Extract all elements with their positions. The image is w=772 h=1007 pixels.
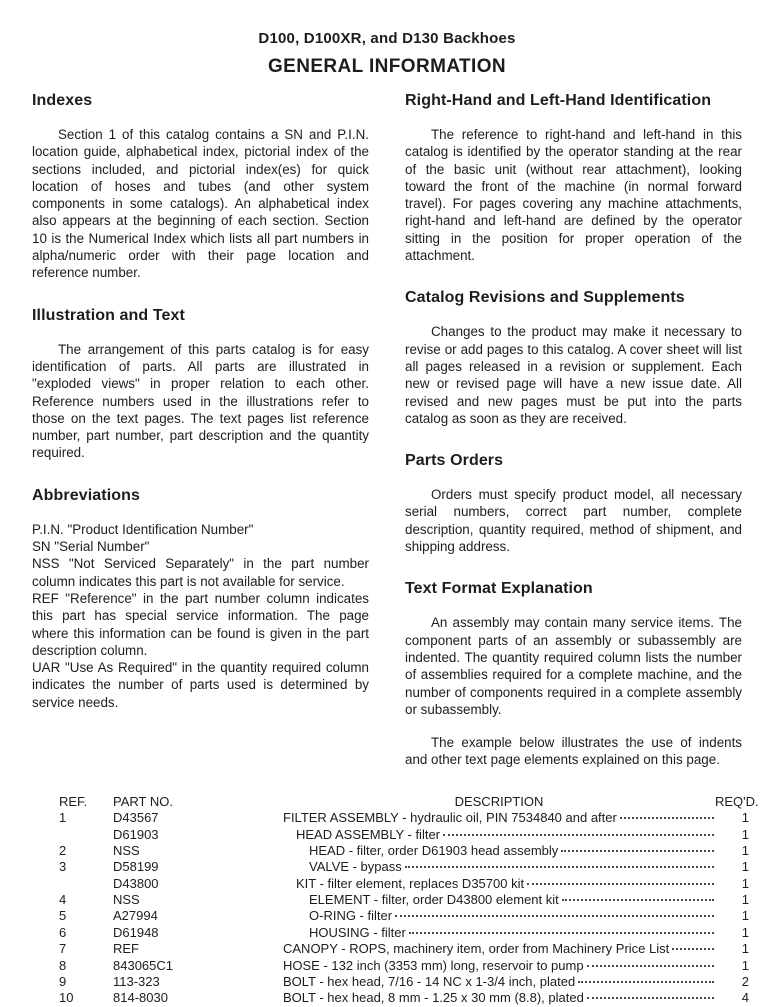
table-header-row	[59, 793, 759, 810]
qty-cell: 4	[741, 990, 749, 1006]
qty-cell: 1	[741, 875, 749, 891]
description-text: HEAD ASSEMBLY - filter	[296, 826, 441, 842]
ref-cell: 7	[59, 941, 67, 957]
description-cell	[283, 810, 715, 826]
table-row	[59, 974, 749, 990]
leader-dots	[672, 948, 714, 950]
section-text-format	[405, 580, 742, 768]
description-cell	[283, 974, 715, 990]
part-number-cell: 843065C1	[113, 957, 173, 973]
section-heading-text-format: Text Format Explanation	[405, 580, 593, 598]
description-text: HOSE - 132 inch (3353 mm) long, reservoir to pump	[283, 957, 584, 973]
table-row	[59, 925, 749, 941]
header-description: DESCRIPTION	[454, 793, 544, 809]
abbreviation-entry: UAR "Use As Required" in the quantity required column indicates the number of parts used is determined by service needs.	[32, 660, 369, 710]
qty-cell: 1	[741, 810, 749, 826]
section-catalog-revisions	[405, 289, 742, 427]
paragraph-revisions: Changes to the product may make it necessary to revise or add pages to this catalog. A cover sheet will list all pages released in a revision or supplement. Each new or revised page will have a new issue date. All revised and new pages must be put into the parts catalog as soon as they are received.	[405, 324, 742, 426]
table-row	[59, 892, 749, 908]
description-cell	[283, 990, 715, 1006]
leader-dots	[409, 932, 714, 934]
paragraph-indexes: Section 1 of this catalog contains a SN and P.I.N. location guide, alphabetical index, pictorial index of the sections included, and pictorial index(es) for quick location of hoses and tubes (and other system components in some catalogs). An alphabetical index also appears at the beginning of each section. Section 10 is the Numerical Index which lists all part numbers in alpha/numeric order with their page location and reference number.	[32, 127, 369, 281]
part-number-cell: D61948	[113, 924, 159, 940]
part-number-cell: NSS	[113, 892, 140, 908]
abbreviation-entry: SN "Serial Number"	[32, 539, 150, 555]
description-cell	[283, 958, 715, 974]
leader-dots	[405, 866, 714, 868]
description-cell	[283, 876, 715, 892]
paragraph-parts-orders: Orders must specify product model, all necessary serial numbers, correct part number, complete description, quantity required, method of shipment, and shipping address.	[405, 487, 742, 555]
page-title: GENERAL INFORMATION	[267, 56, 507, 77]
description-text: BOLT - hex head, 7/16 - 14 NC x 1-3/4 inch, plated	[283, 974, 576, 990]
leader-dots	[587, 965, 714, 967]
description-cell	[283, 859, 715, 875]
leader-dots	[395, 915, 714, 917]
section-illustration-and-text	[32, 307, 369, 462]
part-number-cell: D43800	[113, 875, 159, 891]
description-text: KIT - filter element, replaces D35700 kit	[296, 875, 525, 891]
part-number-cell: A27994	[113, 908, 158, 924]
right-column	[405, 92, 742, 769]
ref-cell: 1	[59, 810, 67, 826]
paragraph-illustration: The arrangement of this parts catalog is for easy identification of parts. All parts are illustrated in "exploded views" in proper relation to each other. Reference numbers used in the illustrations refer to those on the text pages. The text pages list reference number, part number, part description and the quantity required.	[32, 341, 369, 461]
description-text: HOUSING - filter	[309, 924, 406, 940]
table-row	[59, 990, 749, 1006]
table-row	[59, 810, 749, 826]
description-cell	[283, 827, 715, 843]
qty-cell: 1	[741, 842, 749, 858]
section-abbreviations	[32, 487, 369, 711]
ref-cell: 8	[59, 957, 67, 973]
leader-dots	[527, 883, 714, 885]
section-heading-indexes: Indexes	[32, 92, 93, 109]
table-row	[59, 827, 749, 843]
description-cell	[283, 908, 715, 924]
description-cell	[283, 925, 715, 941]
ref-cell: 6	[59, 924, 67, 940]
leader-dots	[620, 817, 714, 819]
description-text: BOLT - hex head, 8 mm - 1.25 x 30 mm (8.8), plated	[283, 990, 584, 1006]
part-number-cell: D58199	[113, 859, 159, 875]
parts-table	[59, 793, 759, 1007]
leader-dots	[562, 899, 714, 901]
abbreviation-entry: NSS "Not Serviced Separately" in the part number column indicates this part is not available for service.	[32, 556, 369, 589]
section-heading-revisions: Catalog Revisions and Supplements	[405, 289, 685, 307]
leader-dots	[561, 850, 714, 852]
description-text: FILTER ASSEMBLY - hydraulic oil, PIN 7534840 and after	[283, 810, 617, 826]
left-column	[32, 92, 369, 769]
section-indexes	[32, 92, 369, 282]
description-text: VALVE - bypass	[309, 859, 402, 875]
table-row	[59, 876, 749, 892]
qty-cell: 1	[741, 924, 749, 940]
part-number-cell: D61903	[113, 826, 159, 842]
part-number-cell: 113-323	[113, 974, 160, 990]
section-rh-lh-identification	[405, 92, 742, 264]
ref-cell: 2	[59, 842, 67, 858]
section-heading-rh-lh: Right-Hand and Left-Hand Identification	[405, 92, 712, 109]
paragraph-text-format-1: An assembly may contain many service items. The component parts of an assembly or subassembly are indented. The quantity required column lists the number of assemblies required for a complete machine, and the number of components required in a complete assembly or subassembly.	[405, 615, 742, 717]
description-cell	[283, 843, 715, 859]
model-line: D100, D100XR, and D130 Backhoes	[258, 30, 516, 47]
table-row	[59, 859, 749, 875]
description-text: ELEMENT - filter, order D43800 element kit	[309, 892, 559, 908]
qty-cell: 1	[741, 892, 749, 908]
qty-cell: 1	[741, 957, 749, 973]
table-row	[59, 843, 749, 859]
leader-dots	[443, 834, 714, 836]
abbreviation-entry: REF "Reference" in the part number column indicates this part has special service information. The page where this information can be found is given in the part description column.	[32, 590, 369, 658]
ref-cell: 10	[59, 990, 74, 1006]
table-row	[59, 958, 749, 974]
description-text: HEAD - filter, order D61903 head assembly	[309, 842, 559, 858]
section-heading-illustration: Illustration and Text	[32, 306, 185, 324]
part-number-cell: D43567	[113, 810, 159, 826]
abbreviations-list	[32, 521, 369, 711]
part-number-cell: NSS	[113, 842, 140, 858]
two-column-body	[32, 92, 742, 769]
table-row	[59, 908, 749, 924]
qty-cell: 1	[741, 908, 749, 924]
header-part-no: PART NO.	[113, 793, 173, 809]
section-parts-orders	[405, 452, 742, 555]
leader-dots	[587, 997, 714, 999]
page-header	[32, 30, 742, 78]
header-ref: REF.	[59, 793, 88, 809]
description-cell	[283, 941, 715, 957]
ref-cell: 3	[59, 859, 67, 875]
description-cell	[283, 892, 715, 908]
paragraph-rh-lh: The reference to right-hand and left-hand in this catalog is identified by the operator standing at the rear of the basic unit (without rear attachment), looking toward the front of the machine (in normal forward travel). For pages covering any machine attachments, right-hand and left-hand are defined by the operator sitting in the position for proper operation of the attachment.	[405, 127, 742, 264]
description-text: CANOPY - ROPS, machinery item, order from Machinery Price List	[283, 941, 670, 957]
section-heading-parts-orders: Parts Orders	[405, 452, 504, 470]
description-text: O-RING - filter	[309, 908, 393, 924]
qty-cell: 2	[741, 974, 749, 990]
section-heading-abbreviations: Abbreviations	[32, 486, 140, 504]
header-reqd: REQ'D.	[715, 793, 759, 809]
leader-dots	[578, 981, 714, 983]
part-number-cell: 814-8030	[113, 990, 168, 1006]
qty-cell: 1	[741, 826, 749, 842]
abbreviation-entry: P.I.N. "Product Identification Number"	[32, 521, 254, 537]
qty-cell: 1	[741, 859, 749, 875]
paragraph-text-format-2: The example below illustrates the use of indents and other text page elements explained on this page.	[405, 735, 742, 768]
ref-cell: 4	[59, 892, 67, 908]
table-row	[59, 941, 749, 957]
part-number-cell: REF	[113, 941, 139, 957]
qty-cell: 1	[741, 941, 749, 957]
ref-cell: 5	[59, 908, 67, 924]
ref-cell: 9	[59, 974, 67, 990]
